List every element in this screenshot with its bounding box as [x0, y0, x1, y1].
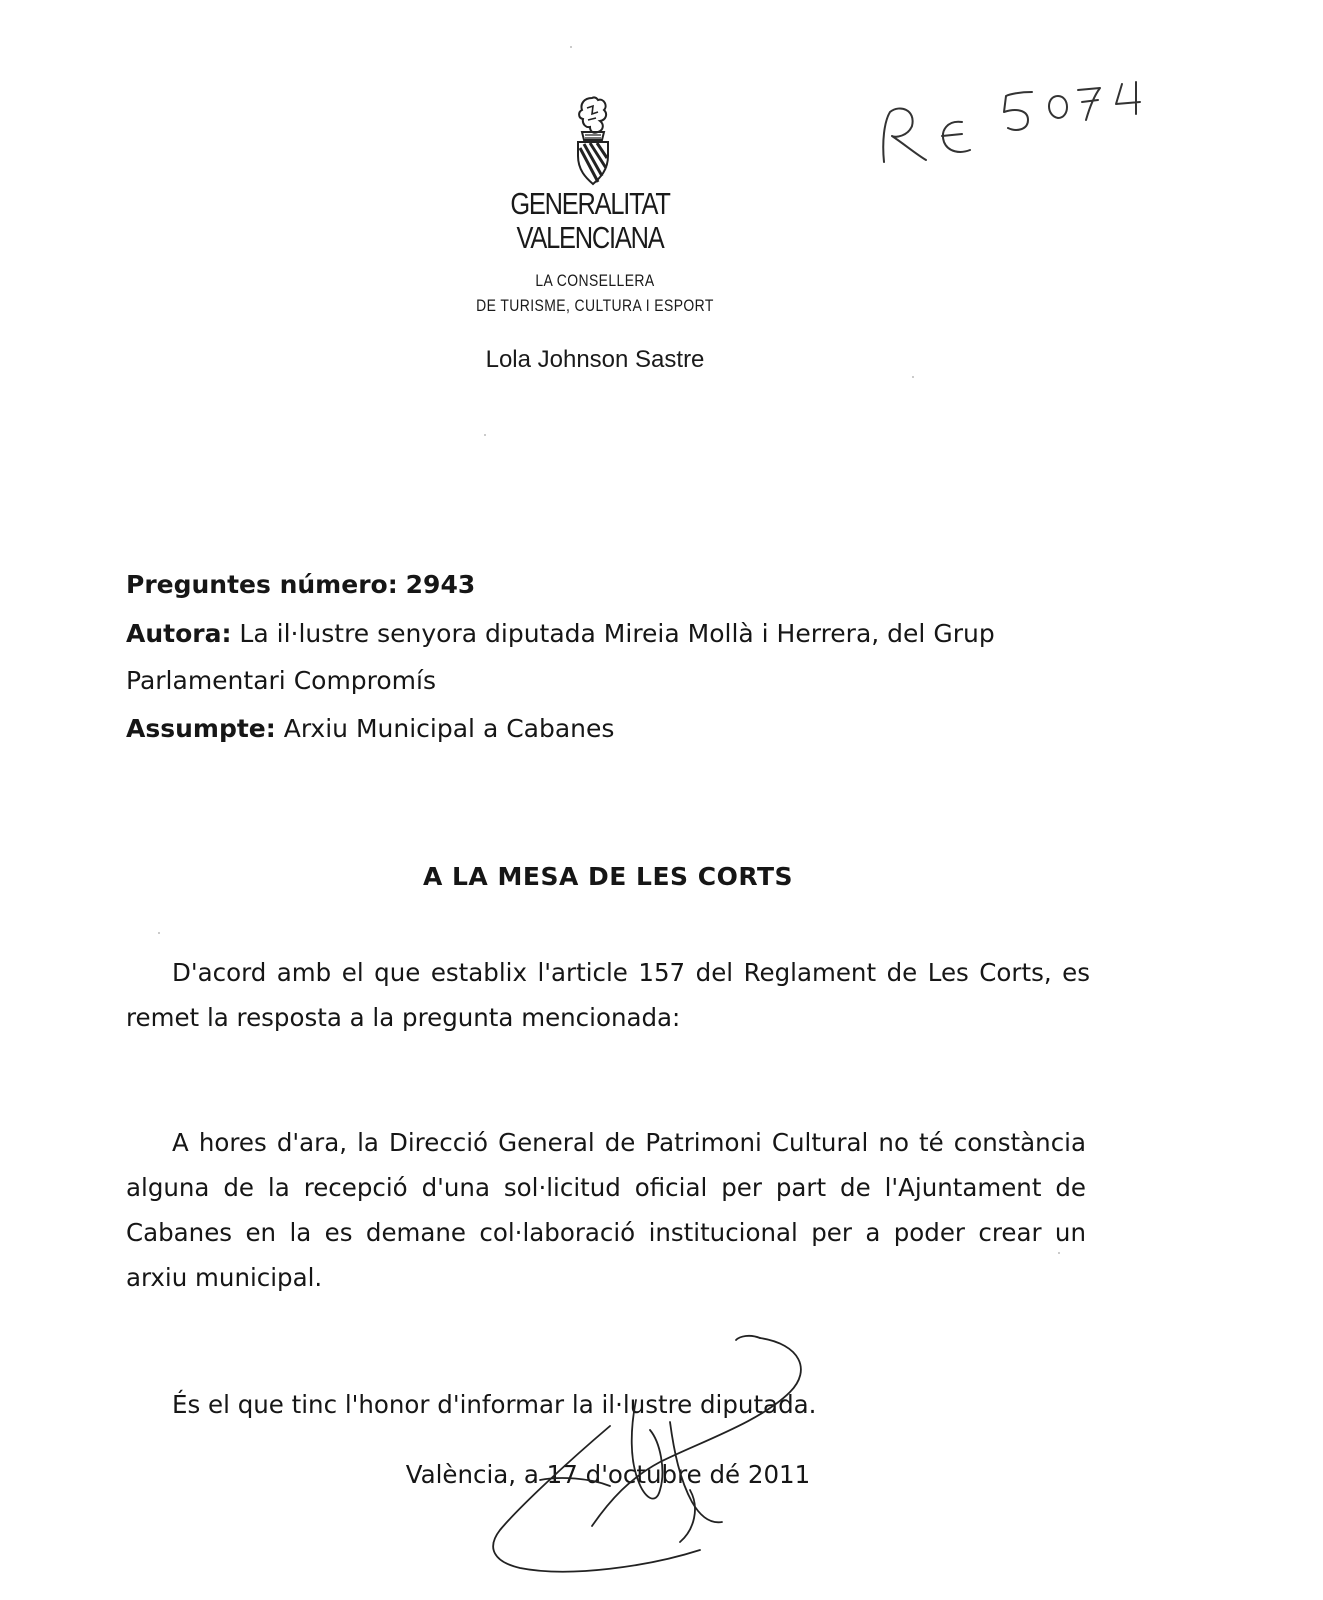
org-name-line-2: VALENCIANA	[516, 220, 664, 255]
scan-speck	[484, 434, 486, 436]
question-number-line	[126, 572, 1096, 597]
author-text-line-1: La il·lustre senyora diputada Mireia Mollà i Herrera, del Grup	[239, 619, 995, 648]
org-name-line-1: GENERALITAT	[510, 186, 670, 221]
office-title-line-1: LA CONSELLERA	[535, 271, 655, 290]
author-line	[126, 621, 1096, 646]
question-number-label: Preguntes número:	[126, 570, 398, 599]
subject-value: Arxiu Municipal a Cabanes	[283, 714, 615, 743]
closing-sentence: És el que tinc l'honor d'informar la il·lustre diputada.	[172, 1390, 817, 1419]
addressee-heading: A LA MESA DE LES CORTS	[422, 862, 794, 891]
office-title-line-2: DE TURISME, CULTURA I ESPORT	[476, 296, 714, 315]
scan-speck	[158, 932, 160, 934]
author-label: Autora:	[126, 619, 232, 648]
answer-paragraph: A hores d'ara, la Direcció General de Patrimoni Cultural no té constància alguna de la recepció d'una sol·licitud oficial per part de l'Ajuntament de Cabanes en la es demane col·laboració institucional per a poder crear un arxiu municipal.	[126, 1128, 1086, 1292]
date-line: València, a 17 d'octubre dé 2011	[405, 1460, 811, 1489]
generalitat-crest-logo	[570, 94, 616, 186]
minister-name: Lola Johnson Sastre	[485, 346, 705, 373]
intro-paragraph: D'acord amb el que establix l'article 157 del Reglament de Les Corts, es remet la resposta a la pregunta mencionada:	[126, 958, 1090, 1032]
handwritten-registration-note	[870, 70, 1160, 180]
subject-line	[126, 716, 1096, 741]
subject-label: Assumpte:	[126, 714, 276, 743]
scan-speck	[912, 376, 914, 378]
scan-speck	[570, 46, 572, 48]
question-number-value: 2943	[405, 570, 476, 599]
author-text-line-2: Parlamentari Compromís	[126, 666, 437, 695]
handwritten-signature	[460, 1330, 820, 1590]
scan-speck	[1058, 1252, 1060, 1254]
